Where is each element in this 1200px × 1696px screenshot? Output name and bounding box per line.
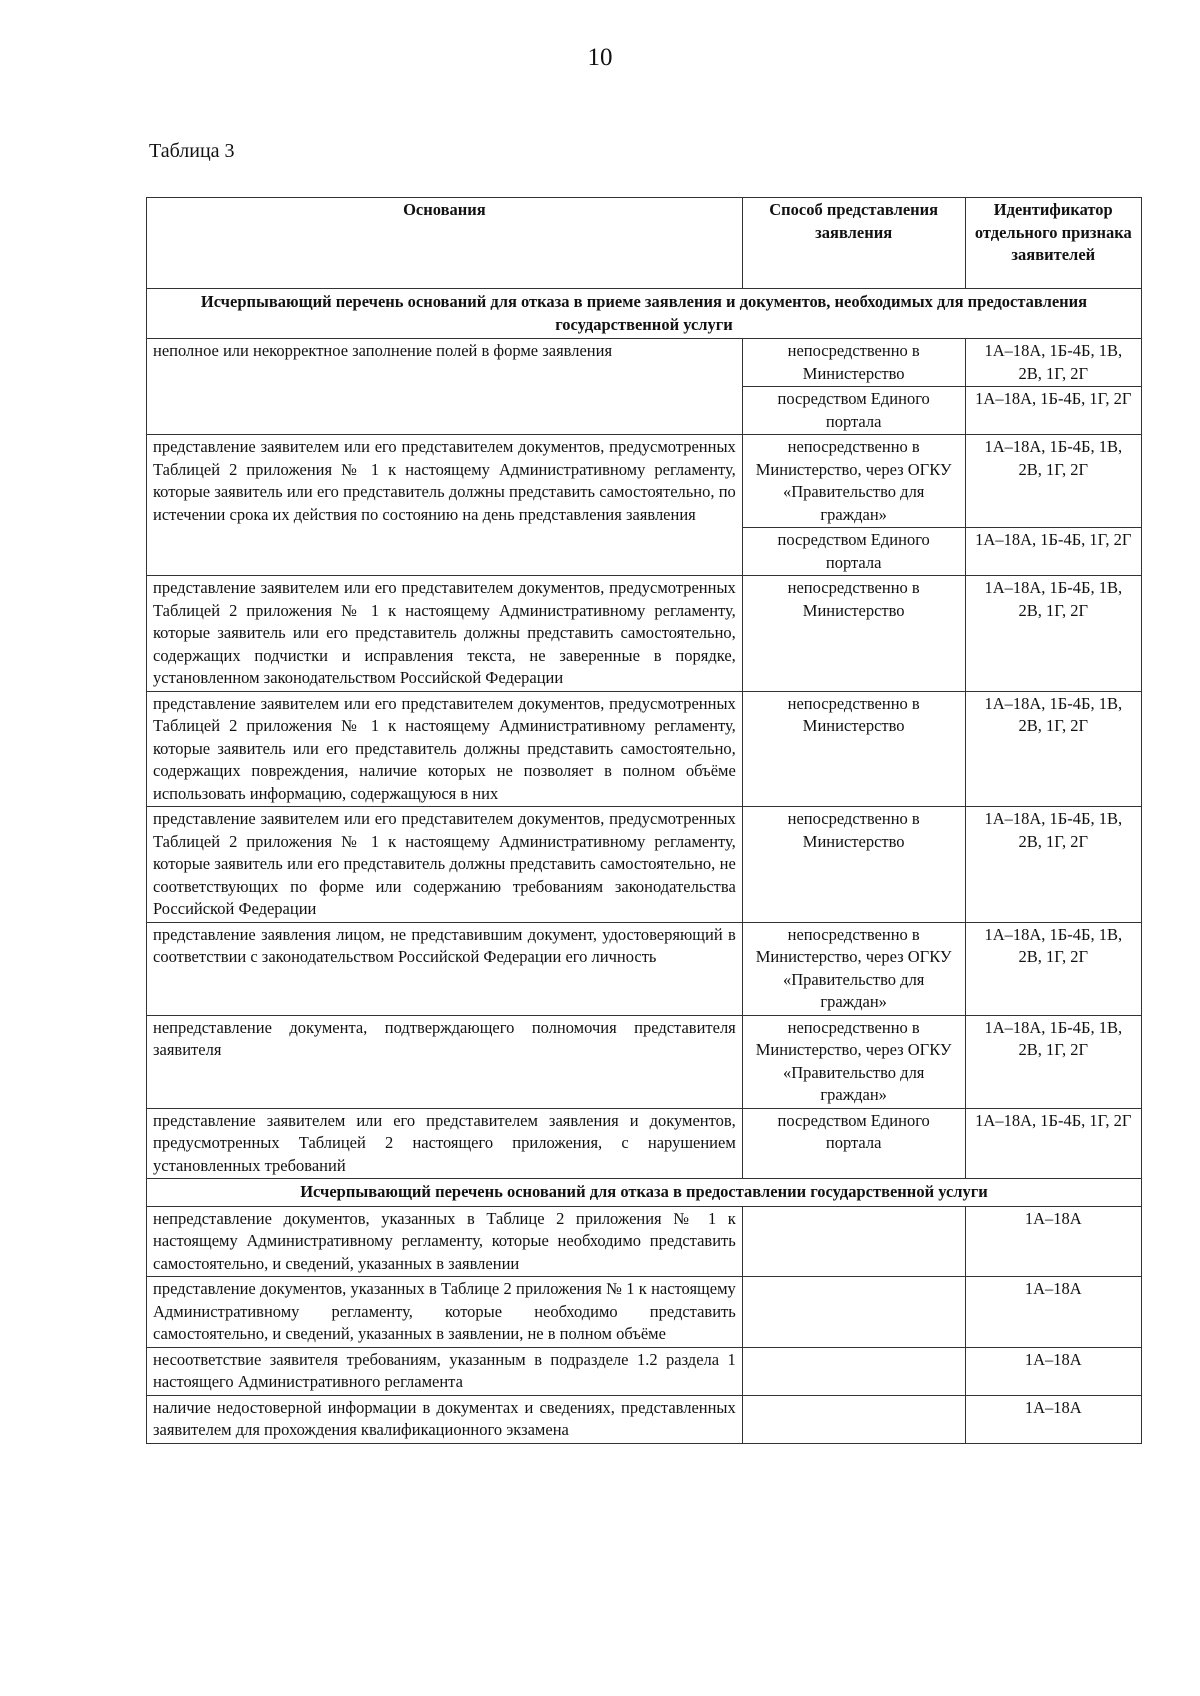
reason-cell: неполное или некорректное заполнение полей в форме заявления: [147, 339, 743, 435]
table-header-row: [147, 198, 1142, 289]
identifier-cell: 1А–18А, 1Б-4Б, 1Г, 2Г: [965, 528, 1141, 576]
method-cell: непосредственно в Министерство: [742, 339, 965, 387]
identifier-cell: 1А–18А, 1Б-4Б, 1В, 2В, 1Г, 2Г: [965, 922, 1141, 1015]
identifier-cell: 1А–18А, 1Б-4Б, 1В, 2В, 1Г, 2Г: [965, 339, 1141, 387]
reason-cell: представление заявителем или его представителем заявления и документов, предусмотренных Таблицей 2 настоящего приложения, с нарушением установленных требований: [147, 1108, 743, 1179]
section-row: [147, 1179, 1142, 1207]
identifier-cell: 1А–18А: [965, 1347, 1141, 1395]
identifier-cell: 1А–18А, 1Б-4Б, 1В, 2В, 1Г, 2Г: [965, 1015, 1141, 1108]
column-header-grounds: Основания: [147, 198, 743, 289]
reason-cell: представление заявителем или его представителем документов, предусмотренных Таблицей 2 приложения № 1 к настоящему Административному регламенту, которые заявитель или его представитель должны представить самостоятельно, содержащих подчистки и исправления текста, не заверенные в порядке, установленном законодательством Российской Федерации: [147, 576, 743, 692]
table-row: [147, 922, 1142, 1015]
column-header-identifier: Идентификатор отдельного признака заявителей: [965, 198, 1141, 289]
table-row: [147, 1206, 1142, 1277]
grounds-table: [146, 197, 1142, 1444]
identifier-cell: 1А–18А, 1Б-4Б, 1В, 2В, 1Г, 2Г: [965, 807, 1141, 923]
section-title: Исчерпывающий перечень оснований для отказа в предоставлении государственной услуги: [147, 1179, 1142, 1207]
method-cell: непосредственно в Министерство: [742, 576, 965, 692]
section-title: Исчерпывающий перечень оснований для отказа в приеме заявления и документов, необходимых для предоставления государственной услуги: [147, 289, 1142, 339]
table-row: [147, 807, 1142, 923]
reason-cell: непредставление документов, указанных в Таблице 2 приложения № 1 к настоящему Административному регламенту, которые необходимо представить самостоятельно, и сведений, указанных в заявлении: [147, 1206, 743, 1277]
reason-cell: представление документов, указанных в Таблице 2 приложения № 1 к настоящему Административному регламенту, которые необходимо представить самостоятельно, и сведений, указанных в заявлении, не в полном объёме: [147, 1277, 743, 1348]
identifier-cell: 1А–18А: [965, 1277, 1141, 1348]
method-cell: [742, 1347, 965, 1395]
table-row: [147, 1108, 1142, 1179]
identifier-cell: 1А–18А, 1Б-4Б, 1Г, 2Г: [965, 387, 1141, 435]
table-row: [147, 576, 1142, 692]
identifier-cell: 1А–18А, 1Б-4Б, 1Г, 2Г: [965, 1108, 1141, 1179]
table-row: [147, 339, 1142, 387]
method-cell: [742, 1206, 965, 1277]
reason-cell: представление заявителем или его представителем документов, предусмотренных Таблицей 2 приложения № 1 к настоящему Административному регламенту, которые заявитель или его представитель должны представить самостоятельно, содержащих повреждения, наличие которых не позволяет в полном объёме использовать информацию, содержащуюся в них: [147, 691, 743, 807]
table-row: [147, 1015, 1142, 1108]
reason-cell: представление заявителем или его представителем документов, предусмотренных Таблицей 2 приложения № 1 к настоящему Административному регламенту, которые заявитель или его представитель должны представить самостоятельно, по истечении срока их действия по состоянию на день представления заявления: [147, 435, 743, 576]
column-header-method: Способ представления заявления: [742, 198, 965, 289]
page-number: 10: [587, 44, 613, 71]
identifier-cell: 1А–18А, 1Б-4Б, 1В, 2В, 1Г, 2Г: [965, 576, 1141, 692]
method-cell: посредством Единого портала: [742, 1108, 965, 1179]
identifier-cell: 1А–18А, 1Б-4Б, 1В, 2В, 1Г, 2Г: [965, 435, 1141, 528]
reason-cell: представление заявителем или его представителем документов, предусмотренных Таблицей 2 приложения № 1 к настоящему Административному регламенту, которые заявитель или его представитель должны представить самостоятельно, не соответствующих по форме или содержанию требованиям законодательства Российской Федерации: [147, 807, 743, 923]
identifier-cell: 1А–18А: [965, 1206, 1141, 1277]
reason-cell: непредставление документа, подтверждающего полномочия представителя заявителя: [147, 1015, 743, 1108]
method-cell: непосредственно в Министерство, через ОГКУ «Правительство для граждан»: [742, 435, 965, 528]
method-cell: непосредственно в Министерство: [742, 807, 965, 923]
method-cell: посредством Единого портала: [742, 528, 965, 576]
table-row: [147, 691, 1142, 807]
table-row: [147, 1395, 1142, 1443]
table-caption: Таблица 3: [149, 140, 235, 162]
identifier-cell: 1А–18А, 1Б-4Б, 1В, 2В, 1Г, 2Г: [965, 691, 1141, 807]
table-row: [147, 1277, 1142, 1348]
table-row: [147, 1347, 1142, 1395]
reason-cell: представление заявления лицом, не представившим документ, удостоверяющий в соответствии с законодательством Российской Федерации его личность: [147, 922, 743, 1015]
method-cell: посредством Единого портала: [742, 387, 965, 435]
table-body: [147, 289, 1142, 1444]
method-cell: [742, 1277, 965, 1348]
identifier-cell: 1А–18А: [965, 1395, 1141, 1443]
method-cell: непосредственно в Министерство: [742, 691, 965, 807]
reason-cell: наличие недостоверной информации в документах и сведениях, представленных заявителем для прохождения квалификационного экзамена: [147, 1395, 743, 1443]
table-row: [147, 435, 1142, 528]
method-cell: непосредственно в Министерство, через ОГКУ «Правительство для граждан»: [742, 1015, 965, 1108]
method-cell: непосредственно в Министерство, через ОГКУ «Правительство для граждан»: [742, 922, 965, 1015]
section-row: [147, 289, 1142, 339]
method-cell: [742, 1395, 965, 1443]
reason-cell: несоответствие заявителя требованиям, указанным в подразделе 1.2 раздела 1 настоящего Административного регламента: [147, 1347, 743, 1395]
